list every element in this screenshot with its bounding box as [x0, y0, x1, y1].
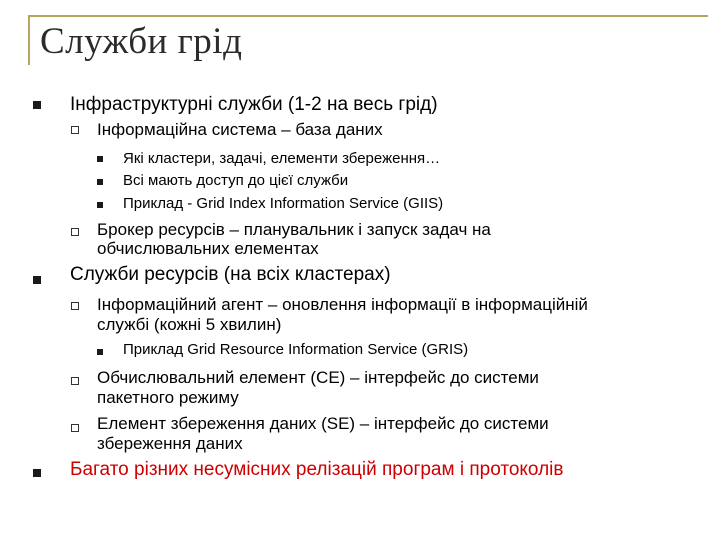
bullet-q-icon	[71, 228, 79, 236]
bullet-q-icon	[71, 302, 79, 310]
bullet-item-l1: Інфраструктурні служби (1-2 на весь грід)	[70, 94, 438, 115]
bullet-item-l2: Інформаційна система – база даних	[97, 120, 383, 139]
bullet-q-icon	[71, 377, 79, 385]
bullet-item-l1-highlight: Багато різних несумісних релізацій програм і протоколів	[70, 459, 564, 480]
bullet-item-l3: Всі мають доступ до цієї служби	[123, 172, 349, 189]
bullet-square-icon	[97, 349, 103, 355]
title-frame-top-line	[28, 15, 708, 17]
bullet-item-l2-line2: службі (кожні 5 хвилин)	[97, 315, 282, 334]
bullet-q-icon	[71, 424, 79, 432]
bullet-item-l2-line2: збереження даних	[97, 434, 243, 453]
bullet-item-l3: Які кластери, задачі, елементи збереження…	[123, 150, 441, 167]
bullet-square-icon	[33, 276, 41, 284]
bullet-item-l2-line1: Обчислювальний елемент (CE) – інтерфейс до системи	[97, 368, 539, 387]
bullet-square-icon	[97, 179, 103, 185]
title-frame-left-line	[28, 15, 30, 65]
bullet-item-l2-line1: Елемент збереження даних (SE) – інтерфейс до системи	[97, 414, 549, 433]
bullet-q-icon	[71, 126, 79, 134]
bullet-square-icon	[97, 156, 103, 162]
bullet-square-icon	[33, 101, 41, 109]
bullet-item-l3: Приклад Grid Resource Information Service (GRIS)	[123, 341, 469, 358]
bullet-square-icon	[97, 202, 103, 208]
bullet-square-icon	[33, 469, 41, 477]
bullet-item-l3: Приклад - Grid Index Information Service (GIIS)	[123, 195, 444, 212]
bullet-item-l2-line1: Інформаційний агент – оновлення інформації в інформаційній	[97, 295, 588, 314]
bullet-item-l2-line1: Брокер ресурсів – планувальник і запуск задач на	[97, 220, 491, 239]
bullet-item-l1: Служби ресурсів (на всіх кластерах)	[70, 264, 391, 285]
bullet-item-l2-line2: пакетного режиму	[97, 388, 239, 407]
slide-title: Служби грід	[40, 21, 243, 62]
bullet-item-l2-line2: обчислювальних елементах	[97, 239, 319, 258]
